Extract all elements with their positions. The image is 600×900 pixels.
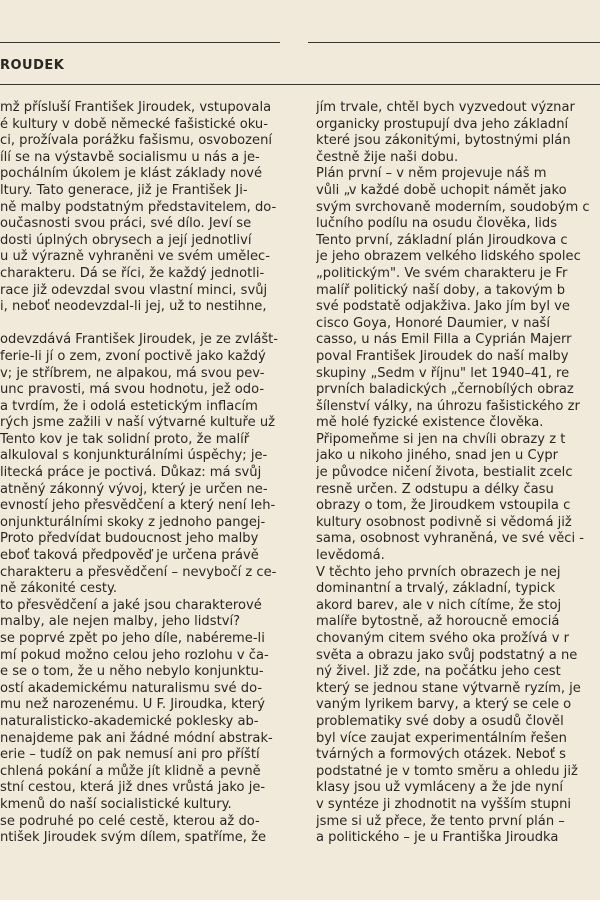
text-line: ltury. Tato generace, již je František Ji- [0, 182, 248, 198]
header-rule [0, 84, 600, 85]
text-line: ntišek Jiroudek svým dílem, spatříme, že [0, 830, 267, 846]
text-line: lučního podílu na osudu člověka, lids [316, 216, 558, 232]
text-line: ílí se na výstavbě socialismu u nás a je- [0, 149, 260, 165]
text-line: charakteru. Dá se říci, že každý jednotli- [0, 265, 265, 281]
right-text-column [316, 100, 600, 847]
text-line: organicky prostupují dva jeho základní [316, 116, 569, 132]
text-line: ně zákonité cesty. [0, 581, 118, 597]
text-line: kultury osobnost podivně si vědomá již [316, 514, 572, 530]
text-line: Tento kov je tak solidní proto, že malíř [0, 431, 250, 447]
text-line: erie – tudíž on pak nemusí ani pro příští [0, 747, 260, 763]
text-line: je jeho obrazem velkého lidského spolec [316, 249, 581, 265]
text-line: jím trvale, chtěl bych vyzvedout význar [316, 100, 575, 115]
text-line: naturalisticko-akademické poklesky ab- [0, 713, 259, 729]
text-line: ci, prožívala porážku fašismu, osvobození [0, 133, 273, 149]
text-line: „politickým". Ve svém charakteru je Fr [316, 265, 568, 281]
text-line: sama, osobnost vyhraněná, ve své věci - [316, 531, 585, 547]
text-line: byl více zaujat experimentálním řešen [316, 730, 567, 746]
text-line: mě holé fyzické existence člověka. [316, 415, 544, 431]
text-line: se podruhé po celé cestě, kterou až do- [0, 813, 260, 829]
text-line: vaným lyrikem barvy, a který se cele o [316, 697, 572, 713]
text-line: alkuloval s konjunkturálními úspěchy; je- [0, 448, 268, 464]
text-line: e se o tom, že u něho nebylo konjunktu- [0, 664, 264, 680]
text-line: dominantní a trvalý, základní, typick [316, 581, 556, 597]
text-line: to přesvědčení a jaké jsou charakterové [0, 597, 262, 613]
text-line: mž přísluší František Jiroudek, vstupovala [0, 100, 272, 115]
text-line: v; je stříbrem, ne alpakou, má svou pev- [0, 365, 265, 381]
text-line: chlená pokání a může jít klidně a pevně [0, 763, 261, 779]
text-line: dosti úplných obrysech a její jednotliví [0, 232, 252, 248]
text-line: resně určen. Z odstupu a délky času [316, 481, 554, 497]
top-rule-gap [280, 36, 308, 48]
text-line: šílenství války, na úhrozu fašistického zr [316, 398, 580, 414]
text-line: malíř politický naší doby, a takovým b [316, 282, 566, 298]
text-line: které jsou zákonitými, bytostnými plán [316, 133, 571, 149]
text-line: rých jsme zažili v naší výtvarné kultuře už [0, 415, 276, 431]
text-line: jsme si už přece, že tento první plán – [316, 813, 565, 829]
text-line: světa a obrazu jako svůj podstatný a ne [316, 647, 578, 663]
text-line: podstatné je v tomto směru a ohledu již [316, 763, 578, 779]
text-line: který se jednou stane výtvarně ryzím, je [316, 680, 581, 696]
text-line: litecká práce je poctivá. Důkaz: má svůj [0, 465, 262, 481]
text-line [0, 316, 300, 333]
text-line: atněný zákonný vývoj, který je určen ne- [0, 481, 268, 497]
text-line: nenajdeme pak ani žádné módní abstrak- [0, 730, 273, 746]
text-line: jako u nikoho jiného, snad jen u Cypr [316, 448, 559, 464]
text-line: odevzdává František Jiroudek, je ze zvlášt- [0, 332, 279, 348]
text-line: Plán první – v něm projevuje náš m [316, 166, 547, 182]
text-line: problematiky své doby a osudů člověl [316, 713, 564, 729]
text-line: je původce ničení života, bestialit zcelc [316, 465, 573, 481]
text-line: v syntéze ji zhodnotit na vyšším stupni [316, 796, 572, 812]
text-line: ferie-li jí o zem, zvoní poctivě jako každý [0, 348, 266, 364]
text-line: Proto předvídat budoucnost jeho malby [0, 531, 259, 547]
text-line: Připomeňme si jen na chvíli obrazy z t [316, 431, 566, 447]
text-line: pochálním úkolem je klást základy nové [0, 166, 263, 182]
text-line: svým svrchovaně moderním, soudobým c [316, 199, 590, 215]
text-line: kmenů do naší socialistické kultury. [0, 796, 232, 812]
text-line: u už výrazně vyhraněni ve svém umělec- [0, 249, 270, 265]
text-line: unc pravosti, má svou hodnotu, jež odo- [0, 382, 265, 398]
text-line: mí pokud možno celou jeho rozlohu v ča- [0, 647, 269, 663]
text-line: i, neboť neodevzdal-li jej, už to nestihne, [0, 299, 267, 315]
text-line: V těchto jeho prvních obrazech je nej [316, 564, 561, 580]
text-line: čestně žije naši dobu. [316, 149, 459, 165]
text-line: charakteru a přesvědčení – nevybočí z ce- [0, 564, 277, 580]
text-line: skupiny „Sedm v říjnu" let 1940–41, re [316, 365, 570, 381]
text-line: ně malby podstatným představitelem, do- [0, 199, 277, 215]
text-line: malíře bytostně, až horoucně emociá [316, 614, 560, 630]
text-line: cisco Goya, Honoré Daumier, v naší [316, 315, 551, 331]
text-line: race již odevzdal svou vlastní minci, svůj [0, 282, 268, 298]
text-line: chovaným citem svého oka prožívá v r [316, 631, 569, 646]
text-line: vůli „v každé době uchopit námět jako [316, 182, 567, 198]
section-title: ROUDEK [0, 58, 65, 73]
text-line: se poprvé zpět po jeho díle, nabéreme-li [0, 631, 265, 646]
text-line: prvních baladických „černobílých obraz [316, 382, 574, 398]
left-text-column [0, 100, 300, 847]
text-line: poval František Jiroudek do naší malby [316, 348, 569, 364]
text-line: své podstatě odjakživa. Jako jím byl ve [316, 299, 570, 315]
text-line: a politického – je u Františka Jiroudka [316, 830, 559, 846]
text-line: onjunkturálními skoky z jednoho pangej- [0, 514, 266, 530]
text-line: evností jeho přesvědčení a který není leh- [0, 498, 276, 514]
text-line: levědomá. [316, 548, 385, 564]
text-line: ostí akademickému naturalismu své do- [0, 680, 263, 696]
text-line: eboť taková předpověď je určena právě [0, 548, 259, 564]
text-line: ný živel. Již zde, na počátku jeho cest [316, 664, 561, 680]
text-line: malby, ale nejen malby, jeho lidství? [0, 614, 241, 630]
text-line: casso, u nás Emil Filla a Cyprián Majerr [316, 332, 572, 348]
text-line: Tento první, základní plán Jiroudkova c [316, 232, 568, 248]
text-line: oučasnosti svou práci, své dílo. Jeví se [0, 216, 252, 232]
text-line: é kultury v době německé fašistické oku- [0, 116, 268, 132]
text-line: a tvrdím, že i odolá estetickým inflacím [0, 398, 258, 414]
text-line: stní cestou, která již dnes vrůstá jako je- [0, 780, 266, 796]
text-line: mu než narozenému. U F. Jiroudka, který [0, 697, 266, 713]
text-line: tvárných a formových otázek. Neboť s [316, 747, 566, 763]
text-line: obrazy o tom, že Jiroudkem vstoupila c [316, 498, 571, 514]
text-line: akord barev, ale v nich cítíme, že stoj [316, 597, 562, 613]
text-line: klasy jsou už vymláceny a že jde nyní [316, 780, 564, 796]
